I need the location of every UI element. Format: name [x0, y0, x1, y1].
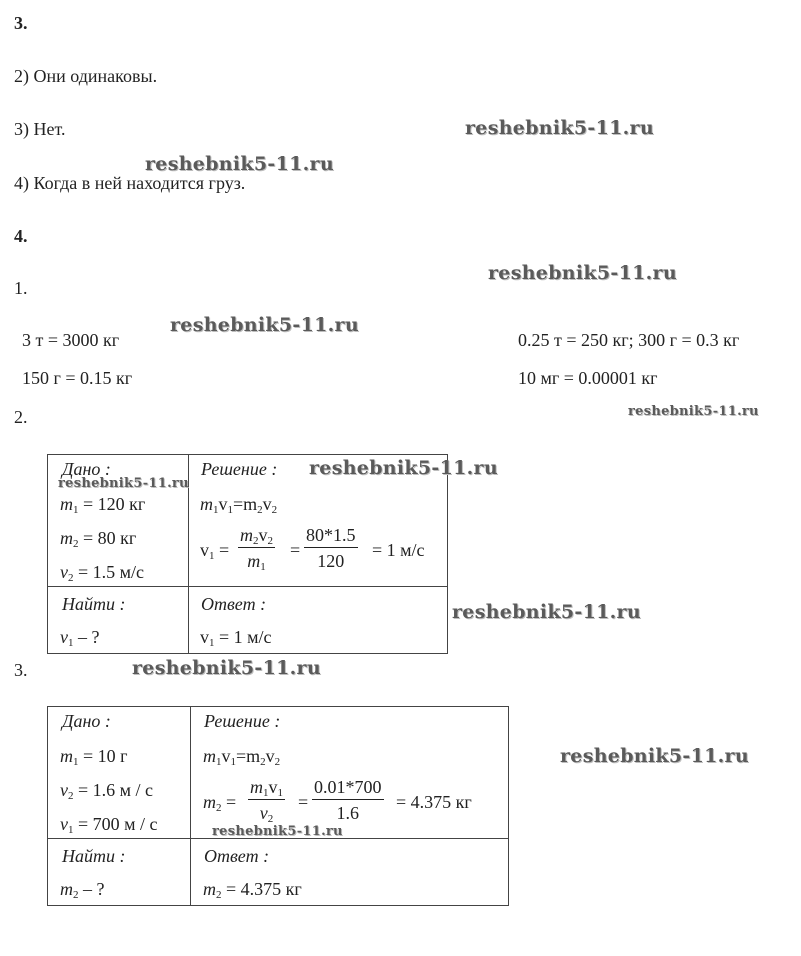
given-m1: $m_1 = 10$ г: [60, 746, 128, 768]
problem-3-table: [47, 706, 509, 906]
m2-result: = 4.375 кг: [396, 792, 472, 812]
answer-value: $m_2 = 4.375$ кг: [203, 879, 302, 901]
given-v2: $v_2 = 1.6$ м / с: [60, 780, 154, 802]
given-label: Дано :: [62, 711, 111, 731]
given-m2: $m_2 = 80$ кг: [60, 528, 137, 550]
conversion: 0.25 т = 250 кг; 300 г = 0.3 кг: [518, 330, 740, 350]
watermark: reshebnik5-11.ru: [212, 824, 343, 839]
fraction-numeric: $\frac{0.01*700}{1.6}$: [314, 777, 382, 823]
problem-number: 1.: [14, 278, 28, 298]
conversion: 3 т = 3000 кг: [22, 330, 120, 350]
watermark: reshebnik5-11.ru: [145, 153, 334, 175]
find-v1: $v_1$ – ?: [60, 627, 100, 649]
fraction-numeric: $\frac{80*1.5}{120}$: [306, 525, 356, 571]
given-v2: $v_2 = 1.5$ м/с: [60, 562, 145, 584]
answer-item: 2) Они одинаковы.: [14, 66, 158, 86]
watermark: reshebnik5-11.ru: [560, 745, 749, 767]
watermark: reshebnik5-11.ru: [488, 262, 677, 284]
problem-number: 2.: [14, 407, 28, 427]
find-label: Найти :: [62, 594, 126, 614]
v1-lhs: $v_1$ =: [200, 540, 230, 562]
section-3-heading: 3.: [14, 13, 28, 33]
find-m2: $m_2$ – ?: [60, 879, 105, 901]
given-label: Дано :: [62, 459, 111, 479]
watermark: reshebnik5-11.ru: [132, 657, 321, 679]
given-v1: $v_1 = 700$ м / с: [60, 814, 158, 836]
watermark: reshebnik5-11.ru: [465, 117, 654, 139]
fraction-symbolic: $\frac{m_1v_1}{v_2}$: [250, 777, 283, 825]
fraction-symbolic: $\frac{m_2v_2}{m_1}$: [240, 525, 273, 573]
equals-sign: =: [298, 792, 309, 812]
solution-label: Решение :: [204, 711, 281, 731]
momentum-equation: $m_1v_1=m_2v_2$: [200, 494, 278, 516]
watermark: reshebnik5-11.ru: [452, 601, 641, 623]
watermark: reshebnik5-11.ru: [628, 404, 759, 419]
answer-label: Ответ :: [201, 594, 267, 614]
given-m1: $m_1 = 120$ кг: [60, 494, 146, 516]
conversion: 10 мг = 0.00001 кг: [518, 368, 658, 388]
conversion: 150 г = 0.15 кг: [22, 368, 133, 388]
problem-number: 3.: [14, 660, 28, 680]
watermark: reshebnik5-11.ru: [309, 457, 498, 479]
v1-result: = 1 м/с: [372, 540, 425, 560]
m2-lhs: $m_2$ =: [203, 792, 237, 814]
watermark: reshebnik5-11.ru: [170, 314, 359, 336]
equals-sign: =: [290, 540, 301, 560]
solution-label: Решение :: [201, 459, 278, 479]
watermark: reshebnik5-11.ru: [58, 476, 189, 491]
find-label: Найти :: [62, 846, 126, 866]
answer-item: 3) Нет.: [14, 119, 66, 139]
momentum-equation: $m_1v_1=m_2v_2$: [203, 746, 281, 768]
answer-item: 4) Когда в ней находится груз.: [14, 173, 246, 193]
answer-label: Ответ :: [204, 846, 270, 866]
answer-value: $v_1 = 1$ м/с: [200, 627, 272, 649]
section-4-heading: 4.: [14, 226, 28, 246]
